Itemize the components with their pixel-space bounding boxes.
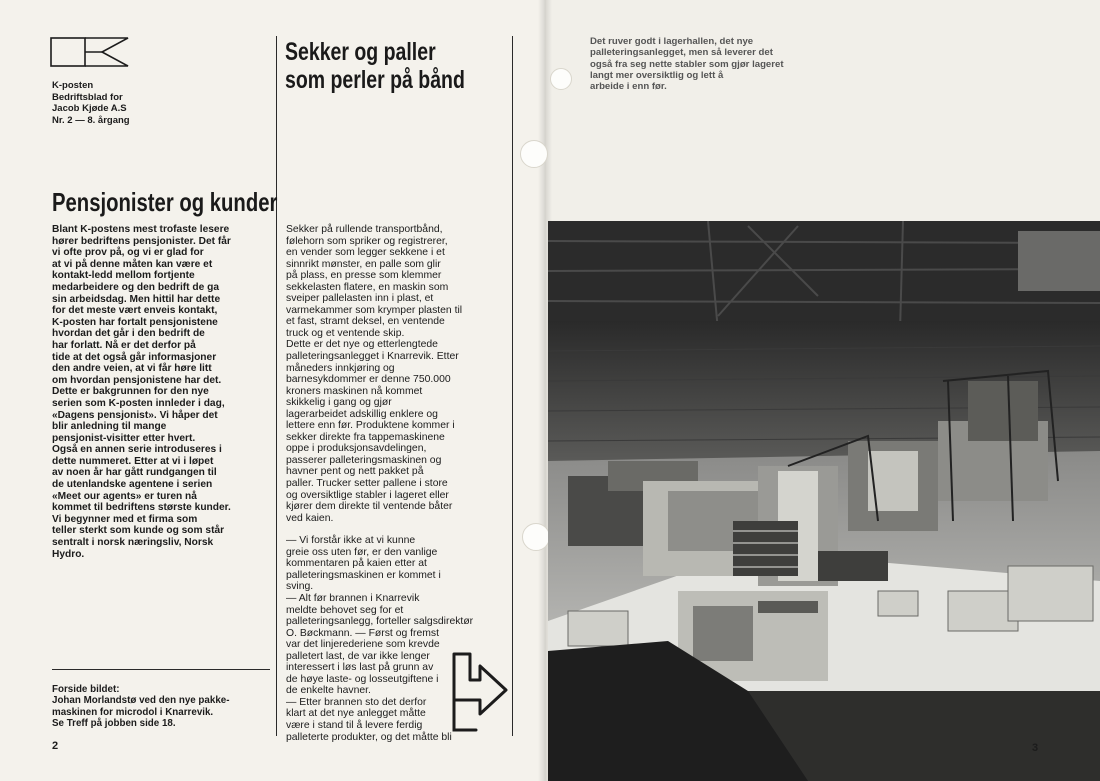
body-line: den andre veien, at vi får høre litt bbox=[52, 363, 212, 375]
body-line: «Dagens pensjonist». Vi håper det bbox=[52, 409, 218, 421]
body-line: var det linjerederiene som krevde bbox=[286, 639, 440, 651]
binder-hole-right-top bbox=[550, 68, 572, 90]
paragraph-gap bbox=[286, 524, 473, 535]
body-line: truck og et ventende skip. bbox=[286, 327, 405, 339]
body-line: havner pent og nett pakket på bbox=[286, 466, 424, 478]
body-line: om hvordan pensjonistene har det. bbox=[52, 374, 222, 386]
body-line: — Vi forstår ikke at vi kunne bbox=[286, 535, 416, 547]
body-line: paller. Trucker setter pallene i store bbox=[286, 478, 448, 490]
caption-line: langt mer oversiktlig og lett å bbox=[590, 69, 724, 81]
body-line: Dette er bakgrunnen for den nye bbox=[52, 386, 209, 398]
masthead-line: Jacob Kjøde A.S bbox=[52, 103, 127, 114]
caption-line: Se Treff på jobben side 18. bbox=[52, 718, 176, 730]
body-line: av noen år har gått rundgangen til bbox=[52, 467, 217, 479]
masthead-line: K-posten bbox=[52, 80, 94, 91]
headline-line: som perler på bånd bbox=[285, 66, 465, 94]
body-line: greie oss uten før, er den vanlige bbox=[286, 546, 438, 558]
body-line: hører bedriftens pensjonister. Det får bbox=[52, 235, 231, 247]
body-line: Sekker på rullende transportbånd, bbox=[286, 224, 443, 235]
body-line: måneders innkjøring og bbox=[286, 362, 395, 374]
body-line: meldte behovet seg for et bbox=[286, 604, 404, 616]
body-line: kommet til bedriftens største kunder. bbox=[52, 502, 231, 514]
body-line: at vi på denne måten kan være et bbox=[52, 258, 213, 270]
cover-caption bbox=[52, 684, 229, 730]
body-line: Dette er det nye og etterlengtede bbox=[286, 339, 438, 351]
body-line: palletert last, de var ikke lenger bbox=[286, 650, 430, 662]
body-line: sving. bbox=[286, 581, 314, 593]
caption-line: arbeide i enn før. bbox=[590, 81, 667, 93]
masthead-line: Nr. 2 — 8. årgang bbox=[52, 114, 130, 126]
body-line: sekkelasten flatere, en maskin som bbox=[286, 281, 449, 293]
body-line: sinnrikt mønster, en palle som glir bbox=[286, 258, 441, 270]
body-line: de utenlandske agentene i serien bbox=[52, 479, 213, 491]
body-line: kroners maskinen nå kommet bbox=[286, 385, 423, 397]
warehouse-photo bbox=[548, 221, 1100, 781]
caption-line: også fra seg nette stabler som gjør lageret bbox=[590, 58, 784, 70]
body-line: teller sterkt som kunde og som står bbox=[52, 525, 225, 537]
caption-line: Det ruver godt i lagerhallen, det nye bbox=[590, 36, 754, 47]
body-line: palleteringsanlegg, forteller salgsdirektør bbox=[286, 616, 474, 628]
body-line: på plass, en presse som klemmer bbox=[286, 270, 442, 282]
body-line: — Etter brannen sto det derfor bbox=[286, 696, 427, 708]
body-line: kontakt-ledd mellom fortjente bbox=[52, 270, 195, 282]
binder-hole-top bbox=[520, 140, 548, 168]
caption-rule bbox=[52, 669, 270, 670]
body-line: kommentaren på kaien etter at bbox=[286, 558, 427, 570]
body-line: en vender som legger sekkene i et bbox=[286, 247, 445, 259]
body-line: palleteringsanlegget i Knarrevik. Etter bbox=[286, 351, 459, 363]
body-line: Hydro. bbox=[52, 548, 85, 560]
body-line: lagerarbeidet adskillig enklere og bbox=[286, 408, 438, 420]
body-line: palleteringsmaskinen er kommet i bbox=[286, 569, 441, 581]
body-line: sin arbeidsdag. Men hittil har dette bbox=[52, 293, 221, 305]
arrow-stamp-icon bbox=[440, 650, 510, 735]
body-line: «Meet our agents» er turen nå bbox=[52, 490, 197, 502]
photo-caption bbox=[590, 36, 784, 92]
body-line: skikkelig i gang og gjør bbox=[286, 397, 392, 409]
page-number-right: 3 bbox=[1032, 742, 1039, 754]
body-line: være i stand til å levere ferdig bbox=[286, 719, 423, 731]
body-line: et fast, stramt deksel, en ventende bbox=[286, 316, 445, 328]
body-line: Også en annen serie introduseres i bbox=[52, 444, 222, 456]
caption-line: maskinen for microdol i Knarrevik. bbox=[52, 706, 214, 718]
body-line: dette nummeret. Etter at vi i løpet bbox=[52, 455, 214, 467]
page-number-left: 2 bbox=[52, 740, 59, 752]
sekker-headline bbox=[285, 38, 465, 94]
body-line: — Alt før brannen i Knarrevik bbox=[286, 592, 420, 604]
caption-line: Johan Morlandstø ved den nye pakke- bbox=[52, 695, 230, 707]
pensjonister-body bbox=[52, 224, 231, 560]
body-line: de enkelte havner. bbox=[286, 685, 371, 697]
body-line: sentralt i norsk næringsliv, Norsk bbox=[52, 537, 214, 549]
body-line: lettere enn før. Produktene kommer i bbox=[286, 420, 455, 432]
body-line: Blant K-postens mest trofaste lesere bbox=[52, 224, 230, 235]
body-line: tide at det også går informasjoner bbox=[52, 351, 217, 363]
binder-hole-middle bbox=[522, 523, 550, 551]
caption-line: Forside bildet: bbox=[52, 684, 120, 695]
body-line: klart at det nye anlegget måtte bbox=[286, 708, 426, 720]
body-line: serien som K-posten innleder i dag, bbox=[52, 397, 225, 409]
body-line: oppe i produksjonsavdelingen, bbox=[286, 443, 427, 455]
body-line: pensjonist-visitter etter hvert. bbox=[52, 432, 196, 444]
body-line: og oversiktlige stabler i lageret eller bbox=[286, 489, 449, 501]
body-line: vi ofte prov på, og vi er glad for bbox=[52, 247, 204, 259]
column-rule-right bbox=[512, 36, 513, 736]
body-line: O. Bøckmann. — Først og fremst bbox=[286, 627, 439, 639]
body-line: ved kaien. bbox=[286, 512, 334, 524]
body-line: interessert i løs last på grunn av bbox=[286, 662, 434, 674]
body-line: sveiper pallelasten inn i plast, et bbox=[286, 293, 434, 305]
body-line: blir anledning til mange bbox=[52, 421, 167, 433]
body-line: de høye laste- og losseutgiftene i bbox=[286, 673, 439, 685]
body-line: K-posten har fortalt pensjonistene bbox=[52, 316, 218, 328]
headline-line: Sekker og paller bbox=[285, 38, 436, 66]
body-line: har forlatt. Nå er det derfor på bbox=[52, 339, 196, 351]
body-line: for det meste vært enveis kontakt, bbox=[52, 305, 218, 317]
body-line: barnesykdommer er denne 750.000 bbox=[286, 374, 451, 386]
body-line: kjører dem direkte til ventende båter bbox=[286, 501, 453, 513]
body-line: sekker direkte fra tappemaskinene bbox=[286, 431, 445, 443]
body-line: palleterte produkter, og det måtte bli bbox=[286, 731, 452, 743]
body-line: følehorn som spriker og registrerer, bbox=[286, 235, 448, 247]
body-line: hvordan det går i den bedrift de bbox=[52, 328, 205, 340]
pensjonister-headline: Pensjonister og kunder bbox=[52, 187, 278, 217]
body-line: varmekammer som krymper plasten til bbox=[286, 304, 463, 316]
masthead bbox=[52, 80, 252, 126]
k-posten-logo-icon bbox=[50, 37, 130, 67]
body-line: medarbeidere og den bedrift de ga bbox=[52, 281, 219, 293]
body-line: Vi begynner med et firma som bbox=[52, 513, 198, 525]
masthead-line: Bedriftsblad for bbox=[52, 91, 123, 103]
column-rule-left bbox=[276, 36, 277, 736]
body-line: passerer palleteringsmaskinen og bbox=[286, 454, 442, 466]
caption-line: palleteringsanlegget, men så leverer det bbox=[590, 47, 773, 59]
